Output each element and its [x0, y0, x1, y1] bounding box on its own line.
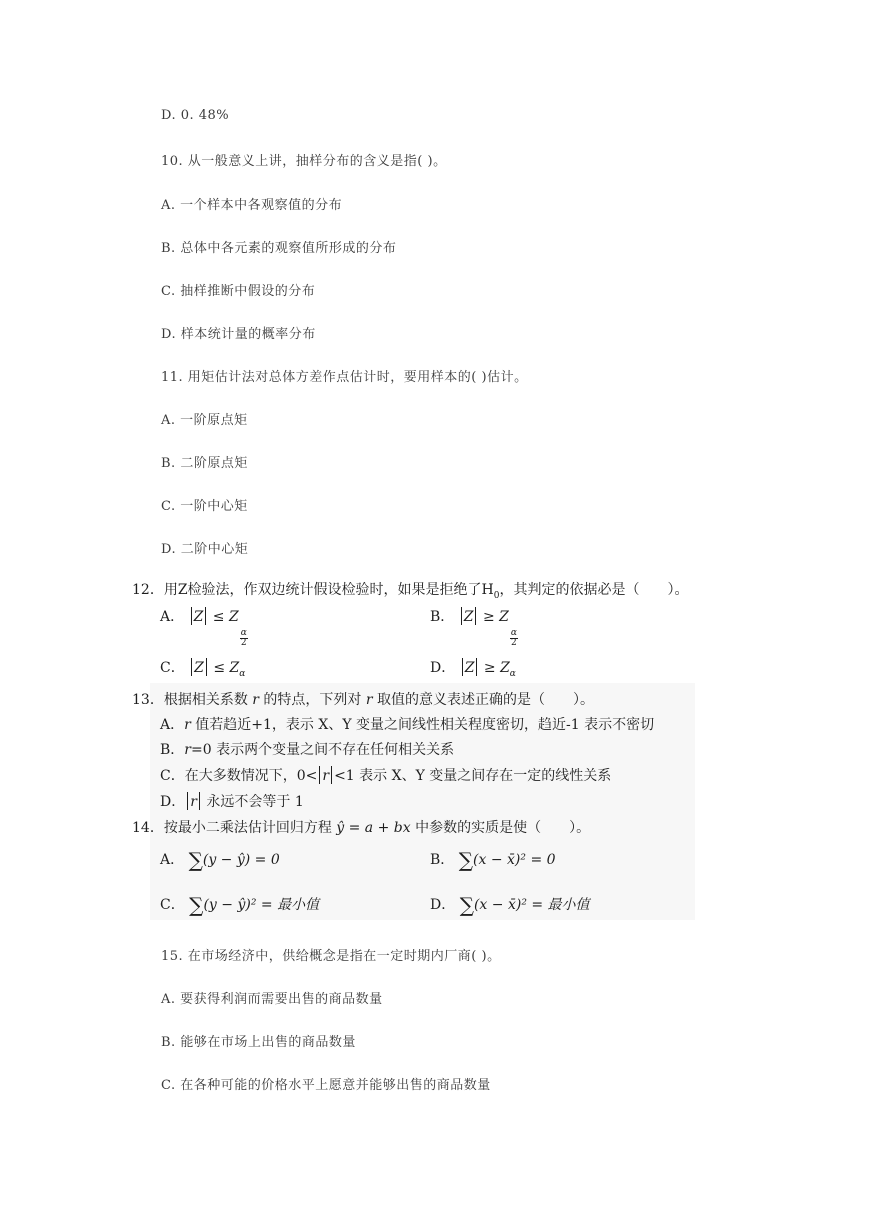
option-a-q11: A. 一阶原点矩: [161, 413, 248, 428]
q14-option-d: D． ∑(x − x̄)² = 最小值: [430, 893, 590, 917]
option-label: B．: [160, 742, 185, 758]
q12-stem-end: ，其判定的依据必是（ ）。: [499, 582, 689, 598]
question-12: [132, 579, 688, 601]
q14-stem-end: 中参数的实质是使（ ）。: [410, 820, 591, 836]
fraction-numerator: α: [240, 628, 247, 638]
relation-symbol: ≥: [482, 609, 495, 625]
question-11: 11. 用矩估计法对总体方差作点估计时，要用样本的( )估计。: [161, 370, 528, 385]
option-label: D．: [430, 897, 456, 913]
option-label: B．: [430, 852, 455, 868]
option-label: A．: [160, 852, 185, 868]
variable-r: r: [322, 768, 330, 784]
option-label: D．: [160, 794, 186, 810]
variable-r: r: [190, 794, 197, 810]
option-text: 永远不会等于 1: [201, 794, 304, 810]
fraction-numerator: α: [510, 628, 517, 638]
q13-stem-end: 取值的意义表述正确的是（ ）。: [372, 692, 595, 708]
regression-equation: ŷ = a + bx: [336, 820, 411, 836]
q14-option-c: C． ∑(y − ŷ)² = 最小值: [160, 893, 320, 917]
option-label: C．: [160, 897, 185, 913]
option-label: A．: [160, 609, 185, 625]
q14-option-b: B． ∑(x − x̄)² = 0: [430, 848, 556, 872]
option-c-q15: C. 在各种可能的价格水平上愿意并能够出售的商品数量: [161, 1078, 491, 1093]
subscript: α: [509, 669, 516, 679]
q12-option-c: C． $Z \le Z_\alpha$: [160, 660, 246, 679]
question-14: [132, 817, 590, 837]
option-expression: (y − ŷ) = 0: [202, 852, 280, 868]
option-d-q11: D. 二阶中心矩: [161, 542, 249, 557]
option-d-q9: D. 0. 48%: [161, 108, 230, 123]
question-15: 15. 在市场经济中，供给概念是指在一定时期内厂商( )。: [161, 949, 501, 964]
option-label: A．: [160, 717, 185, 733]
relation-symbol: ≥: [483, 660, 496, 676]
relation-symbol: ≤: [213, 660, 226, 676]
q13-option-d: [160, 791, 304, 811]
option-label: C．: [160, 660, 185, 676]
option-b-q11: B. 二阶原点矩: [161, 456, 248, 471]
option-label: D．: [430, 660, 456, 676]
variable-r: r: [184, 742, 191, 758]
option-d-q10: D. 样本统计量的概率分布: [161, 327, 316, 342]
q14-stem: 14．按最小二乘法估计回归方程: [132, 820, 337, 836]
q14-option-a: A． ∑(y − ŷ) = 0: [160, 848, 280, 872]
option-expression: (y − ŷ)² = 最小值: [203, 897, 320, 913]
q12-option-a: A． Z ≤ Z $\frac{\alpha}{2}$: [160, 609, 247, 648]
option-label: B．: [430, 609, 455, 625]
option-b-q10: B. 总体中各元素的观察值所形成的分布: [161, 241, 397, 256]
option-a-q10: A. 一个样本中各观察值的分布: [161, 198, 343, 213]
q13-option-b: [160, 739, 454, 759]
q12-option-b: B． Z ≥ Z $\frac{\alpha}{2}$: [430, 609, 517, 648]
variable-r: r: [184, 717, 191, 733]
q13-option-c: [160, 765, 611, 785]
q13-option-a: [160, 714, 654, 734]
question-10: 10. 从一般意义上讲，抽样分布的含义是指( )。: [161, 154, 447, 169]
option-text: =0 表示两个变量之间不存在任何相关关系: [191, 742, 455, 758]
question-13: [132, 689, 594, 709]
variable-r: r: [252, 692, 259, 708]
relation-symbol: ≤: [212, 609, 225, 625]
option-label: C．: [160, 768, 185, 784]
option-text-end: <1 表示 X、Y 变量之间存在一定的线性关系: [334, 768, 612, 784]
subscript: α: [239, 669, 246, 679]
variable-r: r: [365, 692, 373, 708]
option-text: 值若趋近+1，表示 X、Y 变量之间线性相关程度密切，趋近-1 表示不密切: [190, 717, 655, 733]
option-a-q15: A. 要获得利润而需要出售的商品数量: [161, 992, 383, 1007]
option-text: 在大多数情况下，0<: [184, 768, 318, 784]
q12-option-d: D． $Z \ge Z_\alpha$: [430, 660, 516, 679]
option-expression: (x − x̄)² = 最小值: [473, 897, 590, 913]
option-b-q15: B. 能够在市场上出售的商品数量: [161, 1035, 356, 1050]
option-c-q10: C. 抽样推断中假设的分布: [161, 284, 316, 299]
q12-stem-subscript: 0: [493, 591, 500, 601]
option-expression: (x − x̄)² = 0: [473, 852, 556, 868]
q12-stem: 12．用Z检验法，作双边统计假设检验时，如果是拒绝了H: [132, 582, 494, 598]
option-c-q11: C. 一阶中心矩: [161, 499, 248, 514]
q13-stem-mid: 的特点，下列对: [258, 692, 366, 708]
q13-stem: 13．根据相关系数: [132, 692, 253, 708]
